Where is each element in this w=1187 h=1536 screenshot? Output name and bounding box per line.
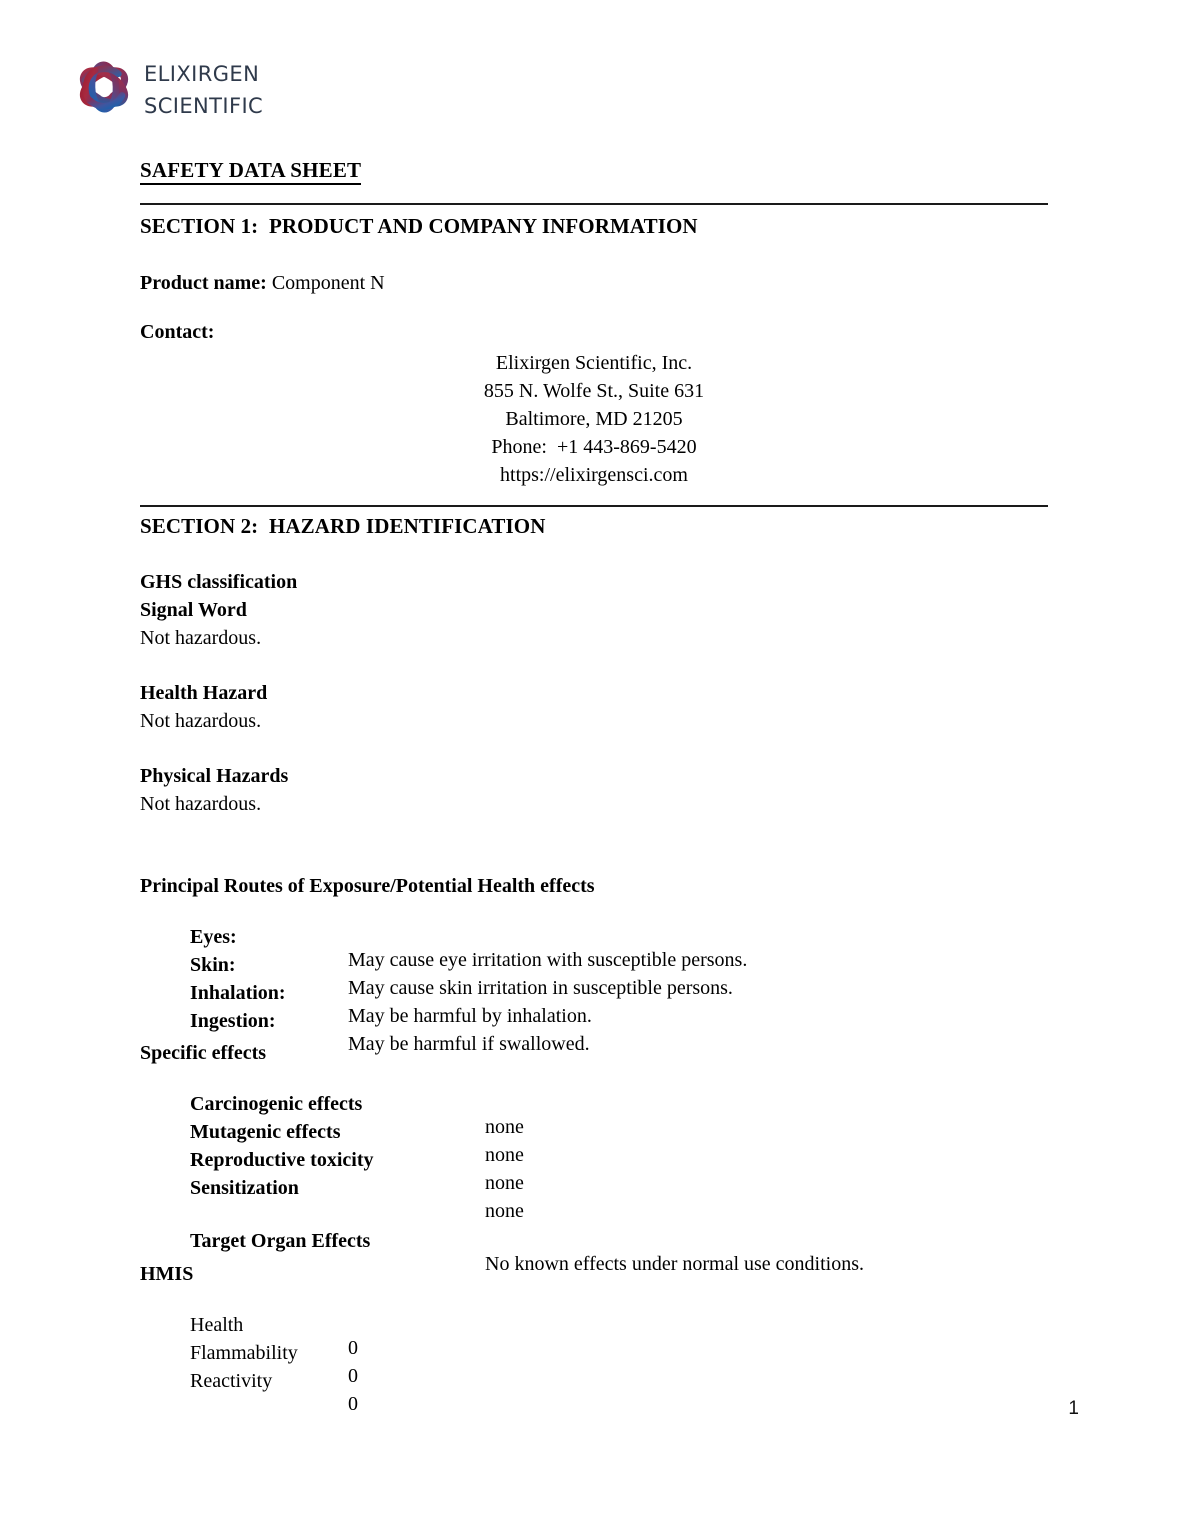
- contact-line-website: https://elixirgensci.com: [500, 464, 688, 486]
- hmis-label-flammability: Flammability: [190, 1342, 298, 1364]
- hmis-heading: HMIS: [140, 1263, 194, 1285]
- route-value-skin: May cause skin irritation in susceptible persons.: [348, 977, 733, 999]
- route-label-inhalation: Inhalation:: [190, 982, 286, 1004]
- signal-word-label: Signal Word: [140, 599, 247, 621]
- route-value-eyes: May cause eye irritation with susceptible persons.: [348, 949, 748, 971]
- specific-effect-value-carcinogenic: none: [485, 1116, 524, 1138]
- contact-label: Contact:: [140, 321, 215, 343]
- company-name-line1: elixirgen: [144, 54, 260, 89]
- elixirgen-knot-logo-icon: [74, 56, 134, 118]
- product-name-label: Product name:: [140, 272, 267, 294]
- section1-divider: [140, 203, 1048, 205]
- route-value-inhalation: May be harmful by inhalation.: [348, 1005, 592, 1027]
- contact-line-phone: Phone: +1 443-869-5420: [491, 436, 697, 458]
- section2-heading: SECTION 2: HAZARD IDENTIFICATION: [140, 514, 546, 538]
- product-name-row: [140, 272, 385, 294]
- contact-address-block: [140, 349, 1048, 489]
- physical-hazards-label: Physical Hazards: [140, 765, 289, 787]
- hmis-label-health: Health: [190, 1314, 244, 1336]
- signal-word-value: Not hazardous.: [140, 627, 262, 649]
- document-title: [140, 158, 361, 183]
- route-row-ingestion: [140, 987, 1048, 1079]
- hmis-label-reactivity: Reactivity: [190, 1370, 273, 1392]
- specific-effect-label-mutagenic: Mutagenic effects: [190, 1121, 341, 1143]
- specific-effect-label-reproductive: Reproductive toxicity: [190, 1149, 374, 1171]
- specific-effects-heading: Specific effects: [140, 1042, 267, 1064]
- route-label-ingestion: Ingestion:: [190, 1010, 276, 1032]
- route-label-skin: Skin:: [190, 954, 236, 976]
- physical-hazards-value: Not hazardous.: [140, 793, 262, 815]
- specific-effect-value-reproductive: none: [485, 1172, 524, 1194]
- hmis-value-health: 0: [348, 1337, 358, 1359]
- target-organ-effects-value: No known effects under normal use conditions.: [485, 1253, 864, 1275]
- hmis-value-reactivity: 0: [348, 1393, 358, 1415]
- section2-divider: [140, 505, 1048, 507]
- specific-effect-value-mutagenic: none: [485, 1144, 524, 1166]
- contact-line-company: Elixirgen Scientific, Inc.: [495, 352, 693, 374]
- health-hazard-value: Not hazardous.: [140, 710, 262, 732]
- section1-heading: SECTION 1: PRODUCT AND COMPANY INFORMATION: [140, 214, 698, 238]
- company-wordmark: [144, 55, 263, 119]
- specific-effect-label-sensitization: Sensitization: [190, 1177, 299, 1199]
- specific-effect-label-carcinogenic: Carcinogenic effects: [190, 1093, 363, 1115]
- product-name-value: Component N: [266, 272, 385, 294]
- routes-heading: Principal Routes of Exposure/Potential Health effects: [140, 875, 595, 897]
- route-value-ingestion: May be harmful if swallowed.: [348, 1033, 590, 1055]
- health-hazard-label: Health Hazard: [140, 682, 268, 704]
- ghs-classification-label: GHS classification: [140, 571, 298, 593]
- company-logo: [74, 55, 263, 119]
- hmis-row-reactivity: [140, 1347, 1048, 1439]
- contact-line-street: 855 N. Wolfe St., Suite 631: [483, 380, 705, 402]
- contact-line-city: Baltimore, MD 21205: [505, 408, 683, 430]
- company-name-line2: scientific: [144, 86, 264, 121]
- page-number: 1: [1068, 1398, 1079, 1419]
- target-organ-effects-row: [140, 1207, 1048, 1299]
- target-organ-effects-label: Target Organ Effects: [190, 1230, 371, 1252]
- specific-effect-value-sensitization: none: [485, 1200, 524, 1222]
- document-title-text: SAFETY DATA SHEET: [140, 158, 361, 185]
- route-label-eyes: Eyes:: [190, 926, 237, 948]
- hmis-value-flammability: 0: [348, 1365, 358, 1387]
